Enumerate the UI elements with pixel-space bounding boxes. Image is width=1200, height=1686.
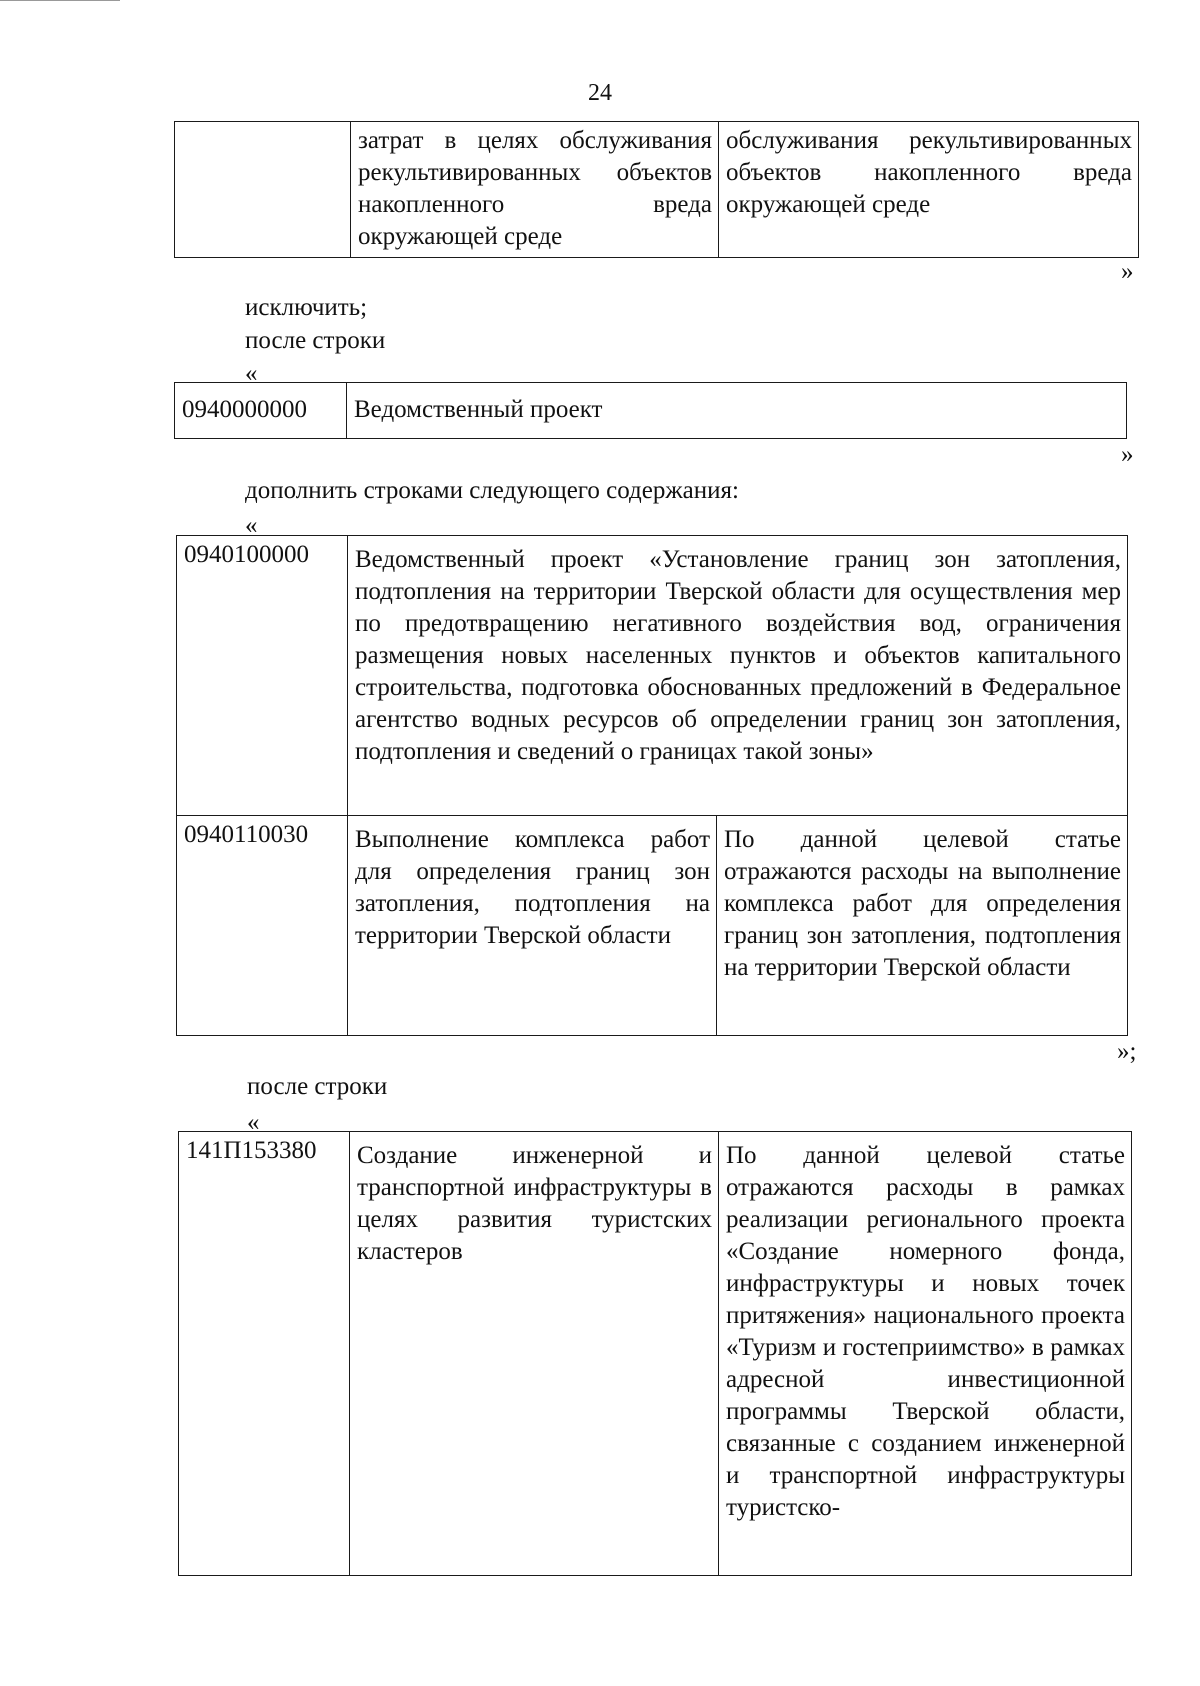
code-cell	[175, 122, 351, 258]
name-cell: Ведомственный проект	[347, 383, 1127, 439]
table-row	[175, 122, 1139, 258]
opening-quote: «	[245, 512, 258, 539]
table-reference-row	[174, 382, 1127, 439]
closing-quote: »	[1121, 441, 1134, 468]
table-row	[177, 536, 1128, 816]
scan-artifact-line	[0, 0, 120, 1]
description-cell: обслуживания рекультивированных объектов накопленного вреда окружающей среде	[719, 122, 1139, 258]
closing-quote: »	[1121, 258, 1134, 285]
name-cell: Ведомственный проект «Установление границ зон затопления, подтопления на территории Тверской области для осуществления мер по предотвращению негативного воздействия вод, ограничения размещения новых населенных пунктов и объектов капитального строительства, подготовка обоснованных предложений в Федеральное агентство водных ресурсов об определении границ зон затопления, подтопления и сведений о границах такой зоны»	[348, 536, 1128, 816]
closing-quote: »;	[1117, 1038, 1137, 1065]
table-row	[175, 383, 1127, 439]
table-row	[179, 1132, 1132, 1576]
table-reference-row	[178, 1131, 1132, 1576]
name-cell: затрат в целях обслуживания рекультивированных объектов накопленного вреда окружающей среде	[351, 122, 719, 258]
code-cell: 0940110030	[177, 816, 348, 1036]
table-row	[177, 816, 1128, 1036]
name-cell: Создание инженерной и транспортной инфраструктуры в целях развития туристских кластеров	[350, 1132, 719, 1576]
instruction-exclude: исключить;	[245, 294, 368, 321]
instruction-add-rows: дополнить строками следующего содержания:	[245, 477, 739, 504]
name-cell: Выполнение комплекса работ для определения границ зон затопления, подтопления на территории Тверской области	[348, 816, 717, 1036]
instruction-after-row: после строки	[245, 327, 386, 354]
description-cell: По данной целевой статье отражаются расходы на выполнение комплекса работ для определения границ зон затопления, подтопления на территории Тверской области	[717, 816, 1128, 1036]
table-added-rows	[176, 535, 1128, 1036]
opening-quote: «	[245, 360, 258, 387]
opening-quote: «	[247, 1109, 260, 1136]
instruction-after-row: после строки	[247, 1073, 388, 1100]
page-number: 24	[588, 80, 612, 106]
description-cell: По данной целевой статье отражаются расходы в рамках реализации регионального проекта «Создание номерного фонда, инфраструктуры и новых точек притяжения» национального проекта «Туризм и гостеприимство» в рамках адресной инвестиционной программы Тверской области, связанные с созданием инженерной и транспортной инфраструктуры туристско-	[719, 1132, 1132, 1576]
table-excluded-row	[174, 121, 1139, 258]
code-cell: 0940100000	[177, 536, 348, 816]
code-cell: 141П153380	[179, 1132, 350, 1576]
code-cell: 0940000000	[175, 383, 347, 439]
